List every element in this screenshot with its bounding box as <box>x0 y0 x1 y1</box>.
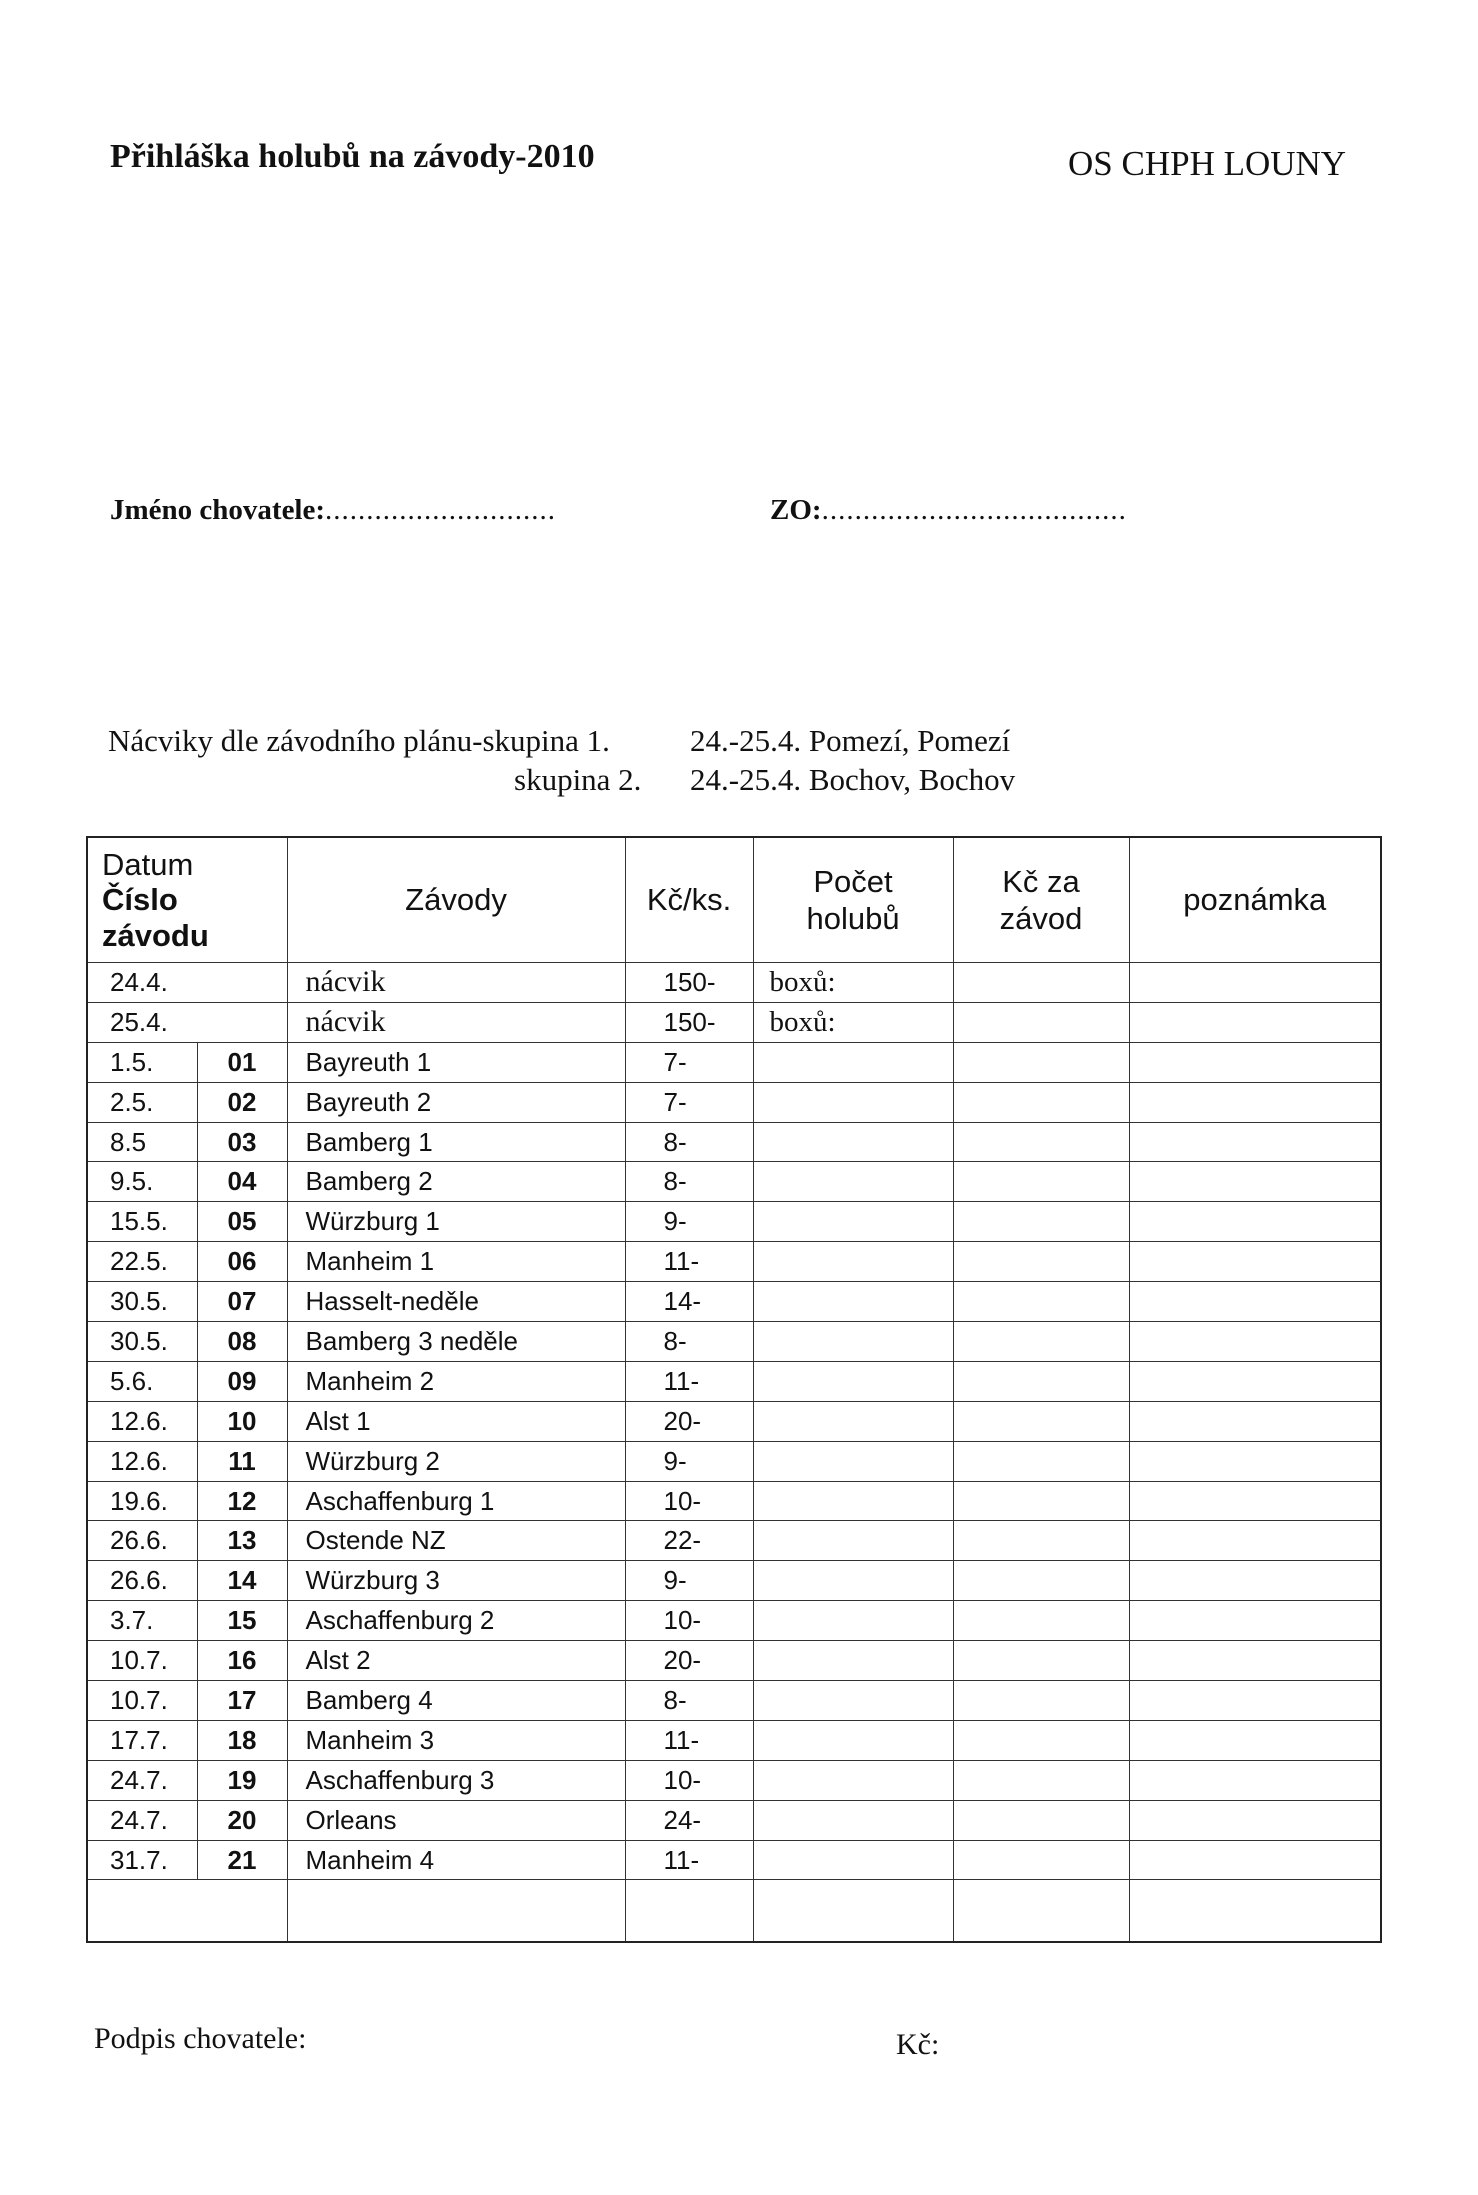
note-cell[interactable] <box>1129 1481 1381 1521</box>
race-date-cell: 5.6. <box>87 1361 197 1401</box>
note-cell[interactable] <box>1129 1122 1381 1162</box>
header-date-number <box>87 837 287 963</box>
training-date-cell: 24.4. <box>87 963 287 1003</box>
race-name-cell: Bamberg 3 neděle <box>287 1322 625 1362</box>
header-race-cost <box>953 837 1129 963</box>
race-number-cell: 03 <box>197 1122 287 1162</box>
table-row <box>87 1681 1381 1721</box>
race-number-cell: 08 <box>197 1322 287 1362</box>
race-number-cell: 15 <box>197 1601 287 1641</box>
race-price-cell: 9- <box>625 1441 753 1481</box>
table-row <box>87 1720 1381 1760</box>
zo-field[interactable] <box>770 494 1127 527</box>
pigeon-count-cell[interactable] <box>753 1122 953 1162</box>
race-date-cell: 8.5 <box>87 1122 197 1162</box>
pigeon-count-cell[interactable] <box>753 1800 953 1840</box>
note-cell[interactable] <box>1129 1681 1381 1721</box>
race-name-cell: Bayreuth 1 <box>287 1042 625 1082</box>
table-row <box>87 1481 1381 1521</box>
race-price-cell: 11- <box>625 1242 753 1282</box>
race-number-cell: 01 <box>197 1042 287 1082</box>
race-name-cell: Orleans <box>287 1800 625 1840</box>
note-cell[interactable] <box>1129 1441 1381 1481</box>
zo-dots: ..................................... <box>821 494 1127 526</box>
training-name-cell: nácvik <box>287 1002 625 1042</box>
pigeon-count-cell[interactable] <box>753 1441 953 1481</box>
race-name-cell: Hasselt-neděle <box>287 1282 625 1322</box>
table-row <box>87 1800 1381 1840</box>
race-name-cell: Würzburg 1 <box>287 1202 625 1242</box>
race-table-body <box>87 963 1381 1942</box>
training-price-cell: 150- <box>625 1002 753 1042</box>
race-number-cell: 02 <box>197 1082 287 1122</box>
race-cost-cell[interactable] <box>953 1042 1129 1082</box>
race-number-cell: 19 <box>197 1760 287 1800</box>
note-cell[interactable] <box>1129 1002 1381 1042</box>
race-number-cell: 09 <box>197 1361 287 1401</box>
race-date-cell: 9.5. <box>87 1162 197 1202</box>
header-note: poznámka <box>1129 837 1381 963</box>
pigeon-count-cell[interactable] <box>753 1720 953 1760</box>
race-cost-cell[interactable] <box>953 1361 1129 1401</box>
race-number-cell: 16 <box>197 1641 287 1681</box>
total-label: Kč: <box>896 2028 940 2061</box>
table-row <box>87 1322 1381 1362</box>
note-cell[interactable] <box>1129 1322 1381 1362</box>
pigeon-count-cell[interactable] <box>753 1840 953 1880</box>
race-cost-cell[interactable] <box>953 1760 1129 1800</box>
race-price-cell: 24- <box>625 1800 753 1840</box>
race-price-cell: 9- <box>625 1561 753 1601</box>
race-cost-cell[interactable] <box>953 1681 1129 1721</box>
table-row <box>87 1162 1381 1202</box>
race-number-cell: 12 <box>197 1481 287 1521</box>
note-cell[interactable] <box>1129 1561 1381 1601</box>
race-number-cell: 17 <box>197 1681 287 1721</box>
pigeon-count-cell[interactable] <box>753 1681 953 1721</box>
note-cell[interactable] <box>1129 1760 1381 1800</box>
breeder-name-label: Jméno chovatele: <box>110 494 326 526</box>
table-row <box>87 1561 1381 1601</box>
race-number-cell: 07 <box>197 1282 287 1322</box>
table-row <box>87 1401 1381 1441</box>
training-name-cell: nácvik <box>287 963 625 1003</box>
header-number-label-1: Číslo <box>102 882 178 918</box>
pigeon-count-cell[interactable] <box>753 1322 953 1362</box>
race-cost-cell[interactable] <box>953 1521 1129 1561</box>
training-group2-value: 24.-25.4. Bochov, Bochov <box>690 762 1016 797</box>
header-pigeon-count-1: Počet <box>813 863 893 899</box>
training-group1-value: 24.-25.4. Pomezí, Pomezí <box>690 723 1011 758</box>
race-date-cell: 26.6. <box>87 1521 197 1561</box>
race-cost-cell[interactable] <box>953 1162 1129 1202</box>
race-price-cell: 7- <box>625 1082 753 1122</box>
header-date-label: Datum <box>102 846 194 882</box>
race-number-cell: 13 <box>197 1521 287 1561</box>
race-number-cell: 04 <box>197 1162 287 1202</box>
pigeon-count-cell[interactable] <box>753 1760 953 1800</box>
race-cost-cell[interactable] <box>953 1002 1129 1042</box>
header-number-label-2: závodu <box>102 917 209 953</box>
race-name-cell: Bayreuth 2 <box>287 1082 625 1122</box>
race-price-cell: 8- <box>625 1122 753 1162</box>
race-name-cell: Manheim 1 <box>287 1242 625 1282</box>
race-cost-cell[interactable] <box>953 1242 1129 1282</box>
race-cost-cell[interactable] <box>953 1720 1129 1760</box>
breeder-name-field[interactable] <box>110 494 556 527</box>
total-empty-cell <box>87 1880 287 1942</box>
table-row <box>87 1242 1381 1282</box>
total-price-cell[interactable] <box>625 1880 753 1942</box>
race-date-cell: 19.6. <box>87 1481 197 1521</box>
race-name-cell: Alst 1 <box>287 1401 625 1441</box>
race-name-cell: Alst 2 <box>287 1641 625 1681</box>
race-price-cell: 14- <box>625 1282 753 1322</box>
note-cell[interactable] <box>1129 1641 1381 1681</box>
race-price-cell: 10- <box>625 1601 753 1641</box>
table-header-row <box>87 837 1381 963</box>
race-price-cell: 11- <box>625 1720 753 1760</box>
table-row <box>87 1122 1381 1162</box>
race-date-cell: 1.5. <box>87 1042 197 1082</box>
race-number-cell: 18 <box>197 1720 287 1760</box>
race-price-cell: 9- <box>625 1202 753 1242</box>
header-pigeon-count <box>753 837 953 963</box>
race-price-cell: 7- <box>625 1042 753 1082</box>
table-row <box>87 1202 1381 1242</box>
race-cost-cell[interactable] <box>953 1481 1129 1521</box>
race-cost-cell[interactable] <box>953 1641 1129 1681</box>
pigeon-count-cell[interactable] <box>753 1601 953 1641</box>
zo-label: ZO: <box>770 494 822 526</box>
pigeon-count-cell[interactable] <box>753 1042 953 1082</box>
pigeon-count-cell[interactable] <box>753 1242 953 1282</box>
note-cell[interactable] <box>1129 963 1381 1003</box>
race-date-cell: 26.6. <box>87 1561 197 1601</box>
race-name-cell: Ostende NZ <box>287 1521 625 1561</box>
total-count-cell[interactable] <box>753 1880 953 1942</box>
header-race-cost-2: závod <box>999 901 1083 936</box>
race-name-cell: Manheim 4 <box>287 1840 625 1880</box>
note-cell[interactable] <box>1129 1361 1381 1401</box>
header-price: Kč/ks. <box>625 837 753 963</box>
table-row <box>87 1641 1381 1681</box>
pigeon-count-cell[interactable] <box>753 1481 953 1521</box>
organization-name: OS CHPH LOUNY <box>1068 144 1347 183</box>
pigeon-count-cell[interactable] <box>753 1282 953 1322</box>
race-cost-cell[interactable] <box>953 1122 1129 1162</box>
pigeon-count-cell[interactable] <box>753 1521 953 1561</box>
training-group1-label: Nácviky dle závodního plánu-skupina 1. <box>108 723 610 758</box>
race-name-cell: Bamberg 1 <box>287 1122 625 1162</box>
race-cost-cell[interactable] <box>953 1082 1129 1122</box>
table-row <box>87 1042 1381 1082</box>
race-cost-cell[interactable] <box>953 1840 1129 1880</box>
race-name-cell: Bamberg 2 <box>287 1162 625 1202</box>
note-cell[interactable] <box>1129 1202 1381 1242</box>
race-date-cell: 2.5. <box>87 1082 197 1122</box>
race-date-cell: 31.7. <box>87 1840 197 1880</box>
table-row <box>87 1361 1381 1401</box>
race-cost-cell[interactable] <box>953 1282 1129 1322</box>
training-boxes-cell[interactable]: boxů: <box>753 1002 953 1042</box>
race-name-cell: Würzburg 2 <box>287 1441 625 1481</box>
signature-label: Podpis chovatele: <box>94 2022 307 2055</box>
total-row <box>87 1880 1381 1942</box>
race-date-cell: 12.6. <box>87 1401 197 1441</box>
race-date-cell: 17.7. <box>87 1720 197 1760</box>
race-date-cell: 12.6. <box>87 1441 197 1481</box>
race-price-cell: 8- <box>625 1162 753 1202</box>
race-price-cell: 8- <box>625 1322 753 1362</box>
race-name-cell: Aschaffenburg 1 <box>287 1481 625 1521</box>
training-row <box>87 1002 1381 1042</box>
race-price-cell: 20- <box>625 1401 753 1441</box>
race-cost-cell[interactable] <box>953 1441 1129 1481</box>
note-cell[interactable] <box>1129 1800 1381 1840</box>
race-number-cell: 06 <box>197 1242 287 1282</box>
note-cell[interactable] <box>1129 1401 1381 1441</box>
race-number-cell: 14 <box>197 1561 287 1601</box>
race-price-cell: 10- <box>625 1481 753 1521</box>
note-cell[interactable] <box>1129 1840 1381 1880</box>
total-note-cell[interactable] <box>1129 1880 1381 1942</box>
header-race-cost-1: Kč za <box>1002 863 1080 899</box>
form-title: Přihláška holubů na závody-2010 <box>110 138 595 175</box>
race-date-cell: 3.7. <box>87 1601 197 1641</box>
race-cost-cell[interactable] <box>953 963 1129 1003</box>
race-number-cell: 05 <box>197 1202 287 1242</box>
race-price-cell: 11- <box>625 1840 753 1880</box>
race-cost-cell[interactable] <box>953 1561 1129 1601</box>
race-name-cell: Manheim 3 <box>287 1720 625 1760</box>
note-cell[interactable] <box>1129 1242 1381 1282</box>
pigeon-count-cell[interactable] <box>753 1361 953 1401</box>
race-number-cell: 10 <box>197 1401 287 1441</box>
race-price-cell: 22- <box>625 1521 753 1561</box>
note-cell[interactable] <box>1129 1521 1381 1561</box>
race-name-cell: Aschaffenburg 2 <box>287 1601 625 1641</box>
note-cell[interactable] <box>1129 1042 1381 1082</box>
race-cost-cell[interactable] <box>953 1401 1129 1441</box>
table-row <box>87 1082 1381 1122</box>
breeder-name-dots: ............................ <box>325 494 557 526</box>
race-name-cell: Aschaffenburg 3 <box>287 1760 625 1800</box>
pigeon-count-cell[interactable] <box>753 1561 953 1601</box>
table-row <box>87 1760 1381 1800</box>
race-price-cell: 10- <box>625 1760 753 1800</box>
total-cost-cell[interactable] <box>953 1880 1129 1942</box>
race-table <box>86 836 1382 1943</box>
note-cell[interactable] <box>1129 1162 1381 1202</box>
pigeon-count-cell[interactable] <box>753 1202 953 1242</box>
table-row <box>87 1441 1381 1481</box>
race-cost-cell[interactable] <box>953 1202 1129 1242</box>
header-races: Závody <box>287 837 625 963</box>
header-pigeon-count-2: holubů <box>806 901 900 936</box>
note-cell[interactable] <box>1129 1082 1381 1122</box>
race-cost-cell[interactable] <box>953 1322 1129 1362</box>
race-date-cell: 24.7. <box>87 1800 197 1840</box>
table-row <box>87 1840 1381 1880</box>
race-price-cell: 20- <box>625 1641 753 1681</box>
training-date-cell: 25.4. <box>87 1002 287 1042</box>
pigeon-count-cell[interactable] <box>753 1641 953 1681</box>
table-row <box>87 1521 1381 1561</box>
note-cell[interactable] <box>1129 1720 1381 1760</box>
race-name-cell: Würzburg 3 <box>287 1561 625 1601</box>
pigeon-count-cell[interactable] <box>753 1162 953 1202</box>
race-number-cell: 21 <box>197 1840 287 1880</box>
training-group2-label: skupina 2. <box>514 762 642 797</box>
race-name-cell: Bamberg 4 <box>287 1681 625 1721</box>
table-row <box>87 1601 1381 1641</box>
race-date-cell: 10.7. <box>87 1641 197 1681</box>
race-name-cell: Manheim 2 <box>287 1361 625 1401</box>
pigeon-count-cell[interactable] <box>753 1082 953 1122</box>
training-row <box>87 963 1381 1003</box>
note-cell[interactable] <box>1129 1282 1381 1322</box>
race-cost-cell[interactable] <box>953 1601 1129 1641</box>
race-number-cell: 20 <box>197 1800 287 1840</box>
table-row <box>87 1282 1381 1322</box>
race-cost-cell[interactable] <box>953 1800 1129 1840</box>
race-date-cell: 30.5. <box>87 1282 197 1322</box>
race-date-cell: 10.7. <box>87 1681 197 1721</box>
note-cell[interactable] <box>1129 1601 1381 1641</box>
race-date-cell: 24.7. <box>87 1760 197 1800</box>
total-races-cell[interactable] <box>287 1880 625 1942</box>
race-date-cell: 30.5. <box>87 1322 197 1362</box>
race-price-cell: 8- <box>625 1681 753 1721</box>
training-price-cell: 150- <box>625 963 753 1003</box>
race-number-cell: 11 <box>197 1441 287 1481</box>
race-date-cell: 15.5. <box>87 1202 197 1242</box>
training-boxes-cell[interactable]: boxů: <box>753 963 953 1003</box>
race-date-cell: 22.5. <box>87 1242 197 1282</box>
race-price-cell: 11- <box>625 1361 753 1401</box>
pigeon-count-cell[interactable] <box>753 1401 953 1441</box>
